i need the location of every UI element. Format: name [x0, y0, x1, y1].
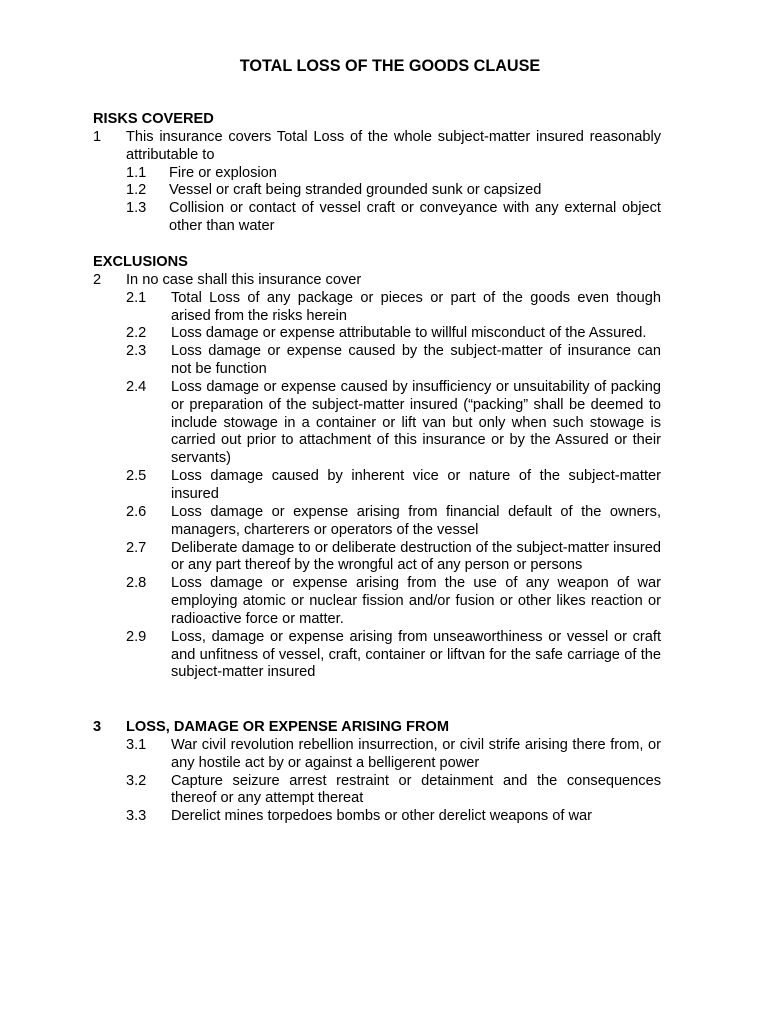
clause-number: 1.1 — [126, 164, 147, 181]
clause-number: 2.7 — [126, 539, 147, 556]
clause-text: Loss damage caused by inherent vice or nature of the subject-matter insured — [171, 468, 661, 502]
clause-number: 2.3 — [126, 343, 147, 360]
clause-number: 2.1 — [126, 289, 147, 306]
clause-text: Collision or contact of vessel craft or conveyance with any external object other than water — [169, 200, 661, 235]
clause-text: Fire or explosion — [169, 164, 277, 181]
clause-text: Deliberate damage to or deliberate destruction of the subject-matter insured or any part thereof by the wrongful act of any person or persons — [171, 539, 661, 574]
clause-1 — [93, 129, 661, 165]
clause-text: Derelict mines torpedoes bombs or other derelict weapons of war — [171, 808, 592, 825]
clause-2-8 — [93, 575, 661, 629]
section-exclusions — [93, 254, 661, 682]
clause-3-3 — [93, 808, 661, 826]
clause-text: Loss damage or expense arising from financial default of the owners, managers, charterers or operators of the vessel — [171, 503, 661, 538]
clause-1-1 — [93, 165, 661, 183]
clause-text: This insurance covers Total Loss of the whole subject-matter insured reasonably attributable to — [126, 128, 661, 163]
clause-text: Loss, damage or expense arising from unseaworthiness or vessel or craft and unfitness of vessel, craft, container or liftvan for the safe carriage of the subject-matter insured — [171, 628, 661, 681]
clause-number: 3.2 — [126, 772, 147, 789]
clause-text: Capture seizure arrest restraint or detainment and the consequences thereof or any attempt thereat — [171, 772, 661, 807]
clause-2-6 — [93, 504, 661, 540]
clause-number: 2.4 — [126, 378, 147, 395]
clause-number: 1 — [93, 128, 102, 145]
clause-number: 3 — [93, 719, 102, 735]
clause-2-1 — [93, 290, 661, 326]
document-title: TOTAL LOSS OF THE GOODS CLAUSE — [239, 57, 541, 75]
clause-2-2 — [93, 325, 661, 343]
clause-text: Total Loss of any package or pieces or part of the goods even though arised from the risks herein — [171, 289, 661, 324]
clause-number: 2.5 — [126, 468, 147, 485]
clause-1-3 — [93, 200, 661, 236]
clause-2-4 — [93, 379, 661, 468]
clause-number: 2.8 — [126, 575, 147, 592]
section-heading: RISKS COVERED — [93, 111, 214, 127]
clause-number: 3.3 — [126, 808, 147, 825]
clause-2-9 — [93, 629, 661, 683]
clause-2-3 — [93, 343, 661, 379]
clause-2-7 — [93, 540, 661, 576]
clause-1-2 — [93, 182, 661, 200]
section-heading: EXCLUSIONS — [93, 254, 188, 270]
section-3 — [93, 719, 661, 826]
clause-text: Loss damage or expense caused by insufficiency or unsuitability of packing or preparation of the subject-matter insured (“packing” shall be deemed to include stowage in a container or lift van but only when such stowage is carried out prior to attachment of this insurance or by the Assured or their servants) — [171, 378, 661, 467]
clause-number: 1.2 — [126, 182, 147, 199]
clause-3 — [93, 719, 661, 737]
clause-number: 3.1 — [126, 736, 147, 753]
section-heading: LOSS, DAMAGE OR EXPENSE ARISING FROM — [126, 719, 449, 735]
clause-number: 2 — [93, 271, 102, 288]
clause-number: 2.2 — [126, 325, 147, 342]
clause-3-2 — [93, 773, 661, 809]
clause-3-1 — [93, 737, 661, 773]
clause-number: 2.9 — [126, 628, 147, 645]
clause-text: Loss damage or expense attributable to willful misconduct of the Assured. — [171, 325, 647, 342]
clause-text: Loss damage or expense caused by the subject-matter of insurance can not be function — [171, 343, 661, 378]
clause-2 — [93, 272, 661, 290]
clause-number: 1.3 — [126, 200, 147, 217]
clause-text: War civil revolution rebellion insurrection, or civil strife arising there from, or any hostile act by or against a belligerent power — [171, 736, 661, 771]
clause-text: Vessel or craft being stranded grounded sunk or capsized — [169, 182, 542, 199]
clause-text: Loss damage or expense arising from the use of any weapon of war employing atomic or nuclear fission and/or fusion or other likes reaction or radioactive force or matter. — [171, 575, 661, 627]
clause-text: In no case shall this insurance cover — [126, 271, 362, 288]
clause-number: 2.6 — [126, 503, 147, 520]
section-risks-covered — [93, 111, 661, 236]
clause-2-5 — [93, 468, 661, 504]
